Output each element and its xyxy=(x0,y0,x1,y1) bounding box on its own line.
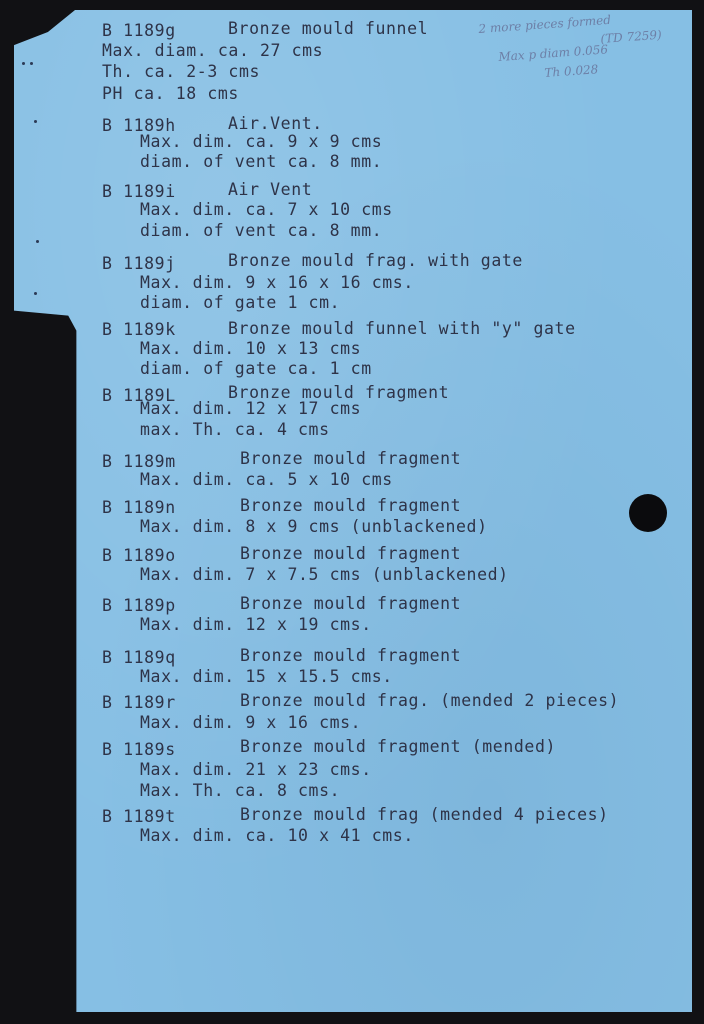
handwritten-note: (TD 7259) xyxy=(600,27,663,46)
tab-mark xyxy=(36,240,39,243)
entry-detail: Max. diam. ca. 27 cms xyxy=(102,41,324,60)
punch-hole xyxy=(629,494,667,532)
handwritten-note: Th 0.028 xyxy=(544,62,599,80)
entry-detail: diam. of vent ca. 8 mm. xyxy=(140,221,383,240)
entry-detail: Max. dim. 15 x 15.5 cms. xyxy=(140,667,393,686)
entry-title: Bronze mould fragment (mended) xyxy=(240,737,557,756)
entry-id: B 1189k xyxy=(102,320,176,339)
entry-id: B 1189s xyxy=(102,740,176,759)
handwritten-note: Max p diam 0.056 xyxy=(498,42,609,64)
entry-detail: diam. of gate 1 cm. xyxy=(140,293,341,312)
entry-id: B 1189g xyxy=(102,21,176,40)
entry-detail: Max. dim. 9 x 16 cms. xyxy=(140,713,362,732)
entry-title: Bronze mould fragment xyxy=(240,646,462,665)
entry-title: Bronze mould frag. (mended 2 pieces) xyxy=(240,691,620,710)
entry-detail: diam. of gate ca. 1 cm xyxy=(140,359,372,378)
handwritten-note: 2 more pieces formed xyxy=(478,12,612,36)
entry-id: B 1189p xyxy=(102,596,176,615)
entry-detail: Th. ca. 2-3 cms xyxy=(102,62,261,81)
entry-detail: Max. dim. ca. 10 x 41 cms. xyxy=(140,826,414,845)
entry-title: Air Vent xyxy=(228,180,313,199)
entry-detail: Max. dim. ca. 7 x 10 cms xyxy=(140,200,393,219)
entry-detail: max. Th. ca. 4 cms xyxy=(140,420,330,439)
entry-detail: Max. dim. ca. 9 x 9 cms xyxy=(140,132,383,151)
entry-detail: Max. dim. 21 x 23 cms. xyxy=(140,760,372,779)
entry-title: Bronze mould fragment xyxy=(240,594,462,613)
entry-title: Bronze mould fragment xyxy=(240,496,462,515)
tab-mark xyxy=(22,62,25,65)
entry-detail: Max. dim. 7 x 7.5 cms (unblackened) xyxy=(140,565,509,584)
entry-detail: Max. dim. 12 x 19 cms. xyxy=(140,615,372,634)
entry-id: B 1189n xyxy=(102,498,176,517)
entry-id: B 1189j xyxy=(102,254,176,273)
tab-mark xyxy=(30,62,33,65)
entry-title: Bronze mould fragment xyxy=(240,544,462,563)
entry-id: B 1189o xyxy=(102,546,176,565)
entry-title: Bronze mould fragment xyxy=(240,449,462,468)
entry-detail: Max. dim. ca. 5 x 10 cms xyxy=(140,470,393,489)
entry-title: Bronze mould funnel xyxy=(228,19,429,38)
entry-title: Bronze mould fragment xyxy=(228,383,450,402)
entry-id: B 1189m xyxy=(102,452,176,471)
entry-detail: Max. dim. 8 x 9 cms (unblackened) xyxy=(140,517,488,536)
entry-detail: Max. dim. 10 x 13 cms xyxy=(140,339,362,358)
entry-id: B 1189q xyxy=(102,648,176,667)
entry-detail: PH ca. 18 cms xyxy=(102,84,239,103)
entry-id: B 1189r xyxy=(102,693,176,712)
entry-detail: Max. dim. 9 x 16 x 16 cms. xyxy=(140,273,414,292)
entry-detail: diam. of vent ca. 8 mm. xyxy=(140,152,383,171)
entry-detail: Max. dim. 12 x 17 cms xyxy=(140,399,362,418)
entry-title: Bronze mould funnel with "y" gate xyxy=(228,319,576,338)
entry-title: Bronze mould frag. with gate xyxy=(228,251,523,270)
entry-title: Bronze mould frag (mended 4 pieces) xyxy=(240,805,609,824)
entry-id: B 1189t xyxy=(102,807,176,826)
tab-mark xyxy=(34,292,37,295)
entry-id: B 1189i xyxy=(102,182,176,201)
entry-id: B 1189L xyxy=(102,386,176,405)
entry-title: Air.Vent. xyxy=(228,114,323,133)
entry-detail: Max. Th. ca. 8 cms. xyxy=(140,781,341,800)
entry-id: B 1189h xyxy=(102,116,176,135)
tab-mark xyxy=(34,120,37,123)
